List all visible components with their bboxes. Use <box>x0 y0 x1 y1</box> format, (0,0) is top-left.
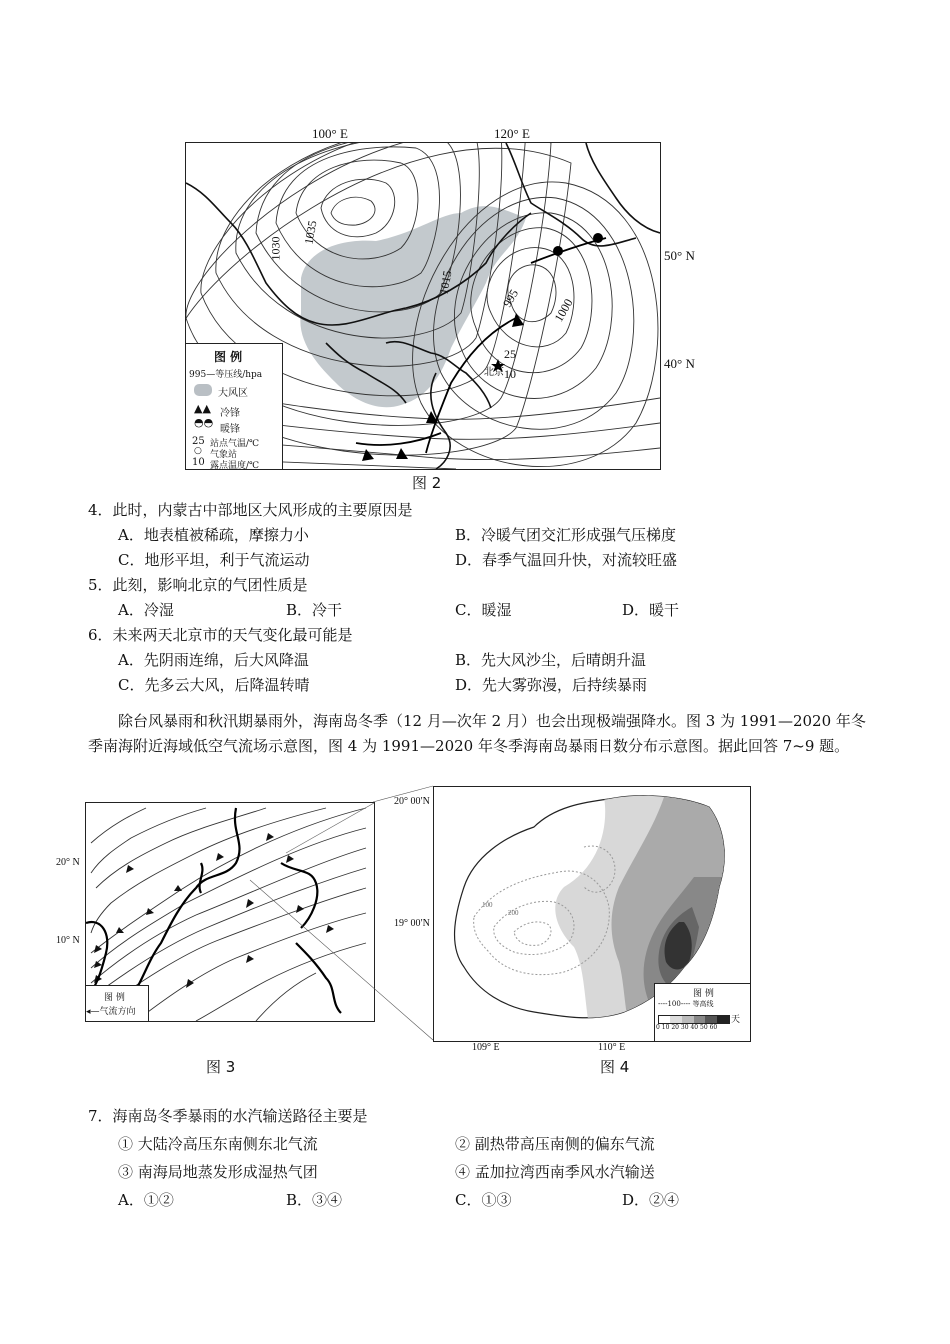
figure-4-hainan-map <box>433 786 751 1042</box>
legend-station-temp: 站点气温/℃ <box>210 439 260 449</box>
legend-contour-label: 等高线 <box>692 1000 714 1008</box>
q7-item-1: ① 大陆冷高压东南侧东北气流 <box>118 1135 318 1153</box>
legend-unit: 天 <box>731 1015 741 1025</box>
q6-option-b[interactable]: B．先大风沙尘，后晴朗升温 <box>455 651 647 669</box>
q7-stem: 7．海南岛冬季暴雨的水汽输送路径主要是 <box>88 1107 368 1125</box>
q7-option-d[interactable]: D．②④ <box>622 1191 680 1209</box>
figure-4-caption: 图 4 <box>600 1058 630 1076</box>
intro-paragraph: 除台风暴雨和秋汛期暴雨外，海南岛冬季（12 月—次年 2 月）也会出现极端强降水。图 3 为 1991—2020 年冬季南海附近海域低空气流场示意图，图 4 为 1991—2020 年冬季海南岛暴雨日数分布示意图。据此回答 7~9 题。 <box>88 712 866 755</box>
legend-contour-value: 100 <box>667 1000 681 1008</box>
fig3-lat-10: 10° N <box>56 935 80 946</box>
isobar-label-1035: 1035 <box>301 219 320 246</box>
beijing-label: 北京 <box>484 367 504 378</box>
q6-option-a[interactable]: A．先阴雨连绵，后大风降温 <box>118 651 309 669</box>
fig4-lat-19: 19° 00′N <box>394 918 430 929</box>
cold-front-icon: ▲▲ <box>194 402 211 415</box>
contour-label-100: 100 <box>482 901 493 909</box>
legend-warm-front: 暖锋 <box>220 424 240 435</box>
isobar-label-1000: 1000 <box>551 296 576 325</box>
station-dot-icon: ○ <box>194 446 202 456</box>
fig4-legend <box>654 983 750 1041</box>
fig4-legend-title: 图 例 <box>693 989 714 999</box>
legend-station-num1: 25 <box>192 436 205 447</box>
legend-cold-front: 冷锋 <box>220 408 240 419</box>
station-temp: 25 <box>504 347 516 361</box>
isobar-label-1030: 1030 <box>268 236 283 261</box>
station-dew: 10 <box>504 367 516 381</box>
q6-option-d[interactable]: D．先大雾弥漫，后持续暴雨 <box>455 676 648 694</box>
scale-30: 30 <box>680 1024 689 1031</box>
q4-option-a[interactable]: A．地表植被稀疏，摩擦力小 <box>118 526 309 544</box>
scale-40: 40 <box>690 1024 699 1031</box>
fig2-lat-50: 50° N <box>664 248 695 263</box>
fig2-lon-100: 100° E <box>312 126 348 141</box>
isobar-label-1015: 1015 <box>436 269 455 296</box>
legend-station-dew: 露点温度/℃ <box>210 461 260 470</box>
legend-isobar-value: 995 <box>189 370 207 380</box>
isobar-label-995: 995 <box>500 286 522 310</box>
legend-isobar-label: —等压线/hpa <box>206 370 263 380</box>
fig3-lat-20: 20° N <box>56 857 80 868</box>
warm-front-icon: ◓◓ <box>194 416 214 429</box>
figure-2-caption: 图 2 <box>412 474 442 492</box>
q7-item-4: ④ 孟加拉湾西南季风水汽输送 <box>455 1163 655 1181</box>
q6-option-c[interactable]: C．先多云大风，后降温转晴 <box>118 676 310 694</box>
legend-station-num2: 10 <box>192 457 205 468</box>
fig4-lat-20: 20° 00′N <box>394 796 430 807</box>
figure-3-caption: 图 3 <box>206 1058 236 1076</box>
q5-option-d[interactable]: D．暖干 <box>622 601 680 619</box>
scale-20: 20 <box>671 1024 679 1031</box>
q7-item-2: ② 副热带高压南侧的偏东气流 <box>455 1135 655 1153</box>
q7-item-3: ③ 南海局地蒸发形成湿热气团 <box>118 1163 318 1181</box>
scale-50: 50 <box>700 1024 708 1031</box>
fig4-lon-110: 110° E <box>598 1042 626 1053</box>
q4-stem: 4．此时，内蒙古中部地区大风形成的主要原因是 <box>88 501 413 519</box>
fig3-legend-airflow: —气流方向 <box>90 1007 136 1017</box>
scale-0: 0 <box>656 1024 660 1031</box>
q7-option-b[interactable]: B．③④ <box>286 1191 343 1209</box>
contour-label-200: 200 <box>508 909 519 917</box>
legend-contour: ----100---- 等高线 <box>658 1000 714 1008</box>
q4-option-d[interactable]: D．春季气温回升快，对流较旺盛 <box>455 551 678 569</box>
scale-10: 10 <box>661 1024 670 1031</box>
fig2-lon-120: 120° E <box>494 126 530 141</box>
q7-option-c[interactable]: C．①③ <box>455 1191 512 1209</box>
legend-scale-labels <box>656 1024 736 1031</box>
legend-color-scale <box>658 1015 730 1024</box>
q4-option-c[interactable]: C．地形平坦，利于气流运动 <box>118 551 310 569</box>
q6-stem: 6．未来两天北京市的天气变化最可能是 <box>88 626 353 644</box>
q5-option-b[interactable]: B．冷干 <box>286 601 343 619</box>
q5-option-a[interactable]: A．冷湿 <box>118 601 174 619</box>
airflow-arrow-icon: ◂ <box>86 1007 91 1017</box>
legend-station: 气象站 <box>210 450 238 460</box>
fig2-lat-40: 40° N <box>664 356 695 371</box>
fig3-legend-title: 图 例 <box>104 993 125 1003</box>
scale-60: 60 <box>709 1024 718 1031</box>
q7-option-a[interactable]: A．①② <box>118 1191 174 1209</box>
q5-option-c[interactable]: C．暖湿 <box>455 601 512 619</box>
legend-gale-label: 大风区 <box>218 388 248 399</box>
q5-stem: 5．此刻，影响北京的气团性质是 <box>88 576 308 594</box>
fig2-legend-title: 图 例 <box>214 350 243 364</box>
fig4-lon-109: 109° E <box>472 1042 500 1053</box>
q4-option-b[interactable]: B．冷暖气团交汇形成强气压梯度 <box>455 526 677 544</box>
